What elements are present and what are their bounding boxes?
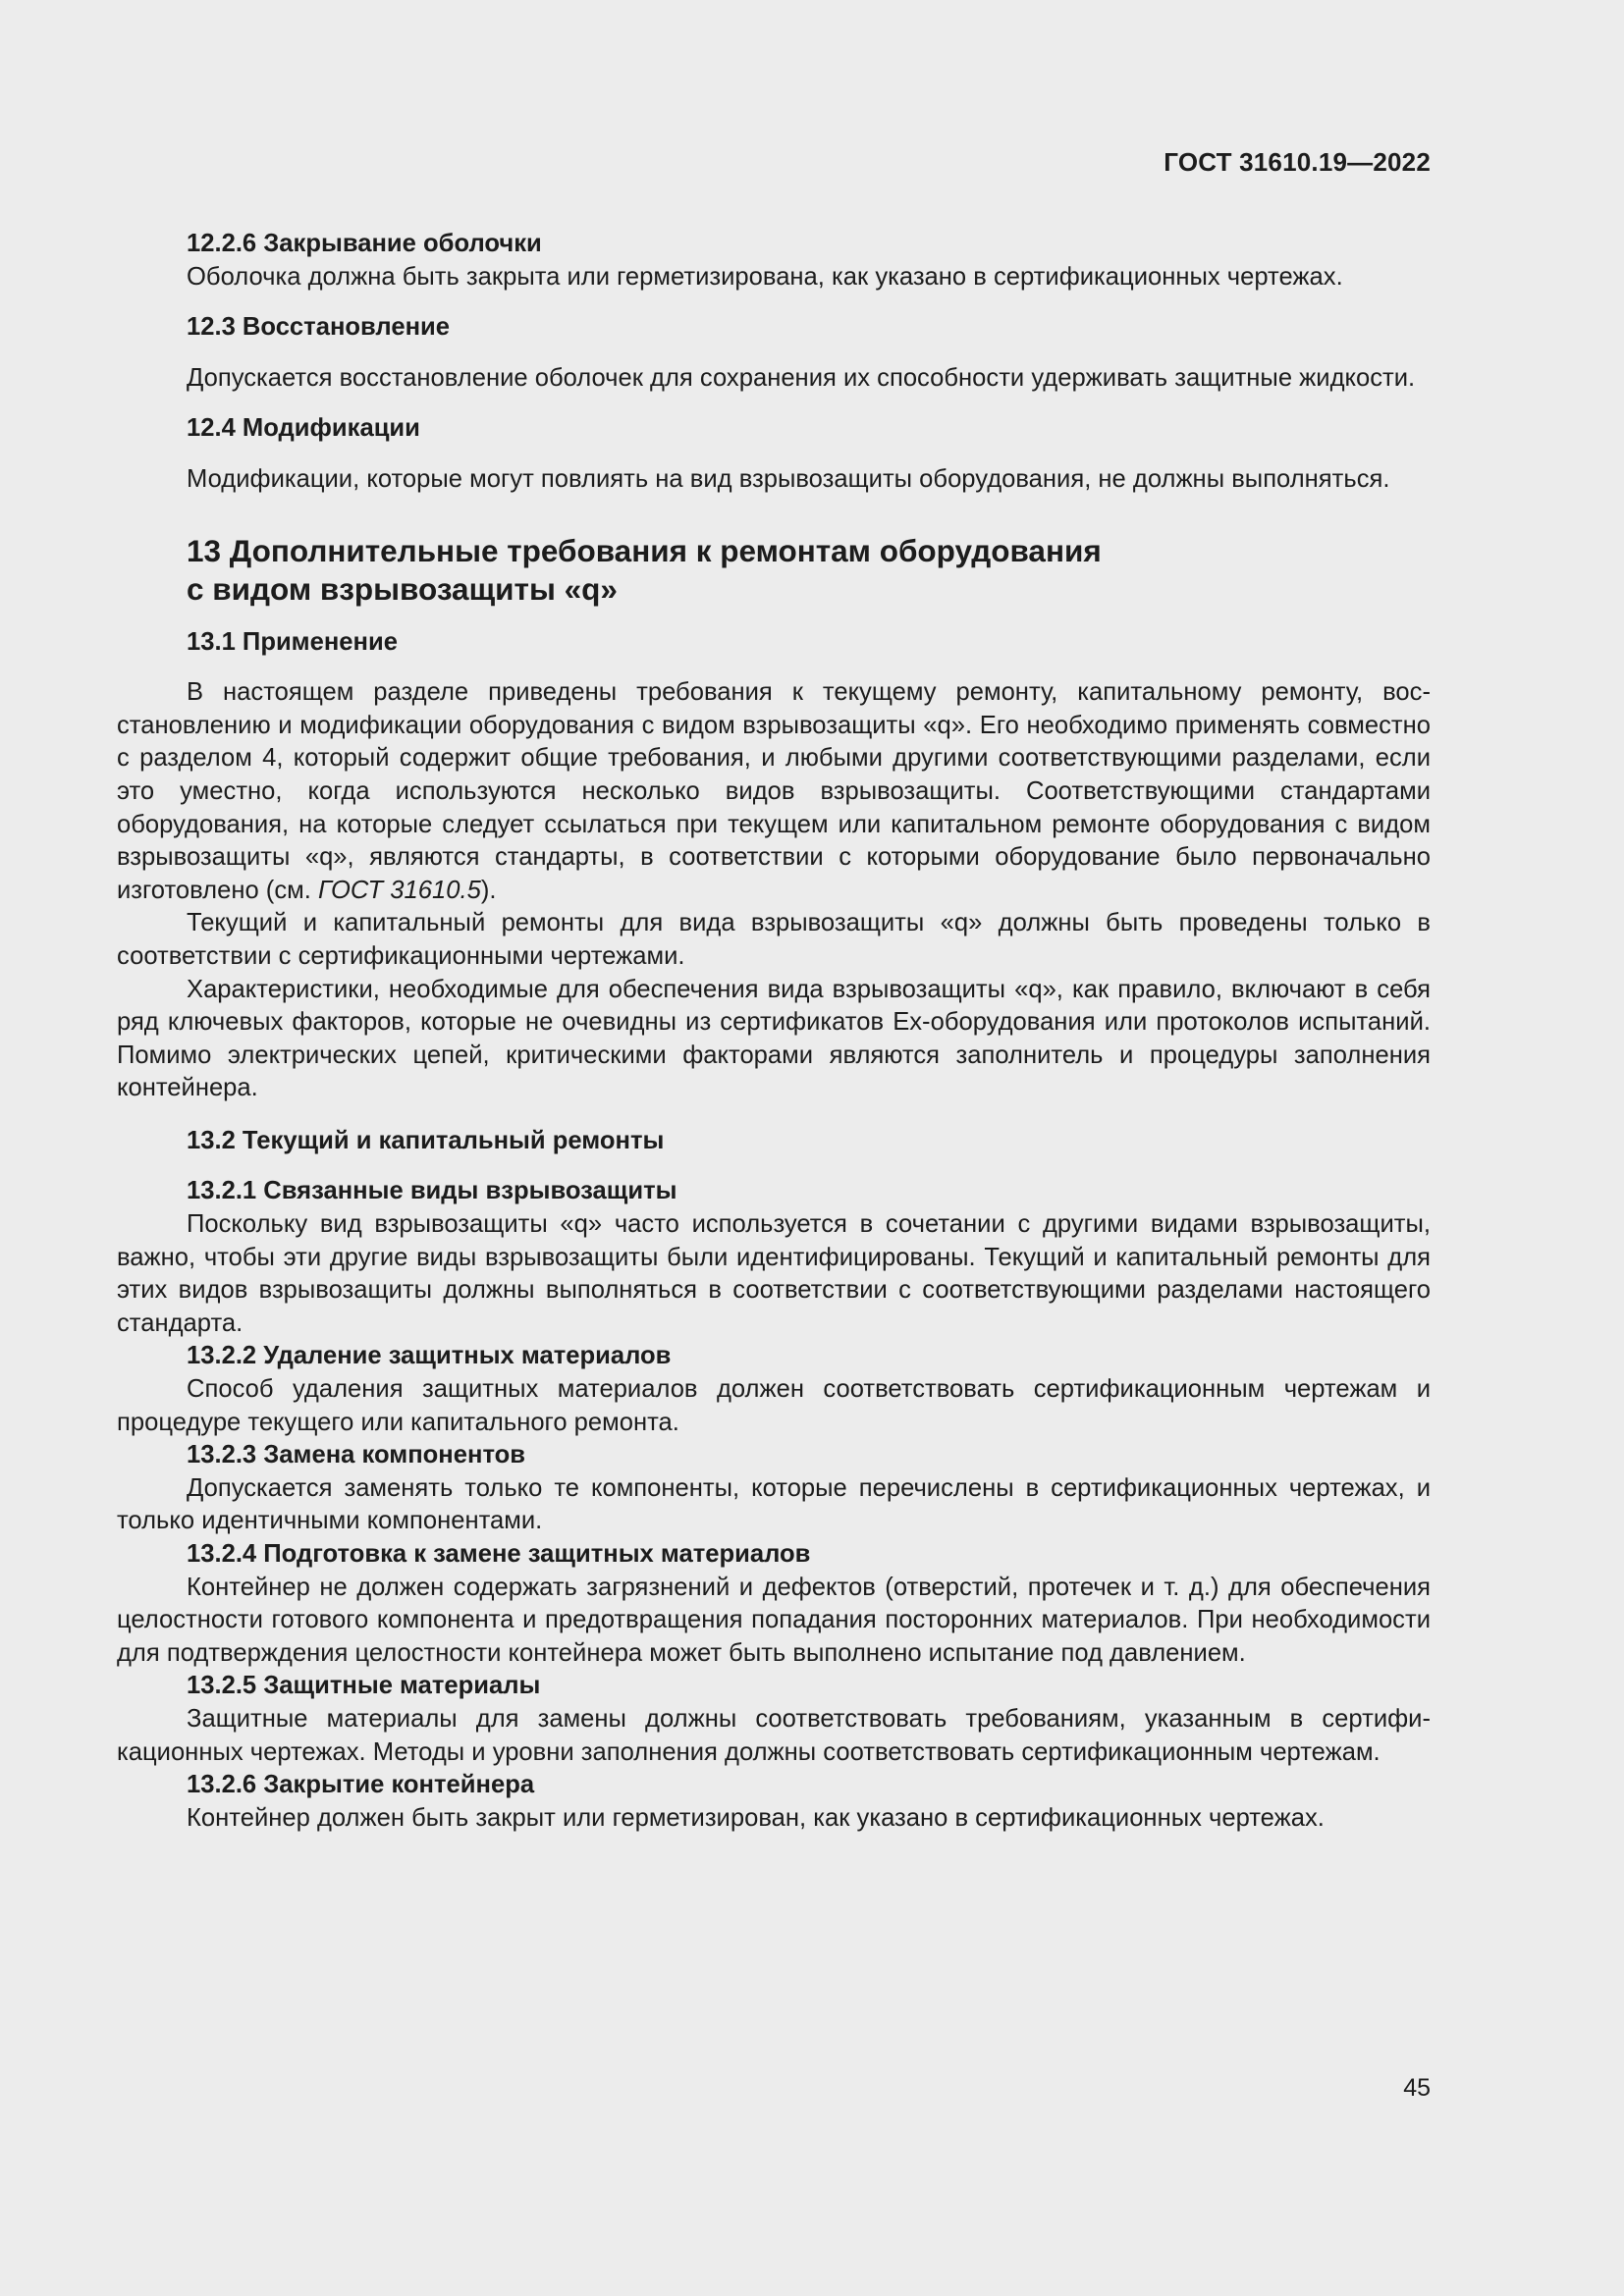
heading-13-line2: с видом взрывозащиты «q» — [187, 570, 618, 607]
paragraph-12-3: Допускается восстановление оболочек для сохранения их способности удерживать защитные жидкости. — [187, 363, 1416, 392]
document-page — [117, 0, 1431, 2296]
heading-12-4: 12.4 Модификации — [187, 414, 420, 443]
paragraph-13-2-2: Способ удаления защитных материалов должен соответствовать сертификационным чертежам и процедуре текущего или капитального ремонта. — [117, 1375, 1431, 1436]
paragraph-13-1-c: Характеристики, необходимые для обеспечения вида взрывозащиты «q», как правило, включают в себя ряд ключевых факторов, которые не очевидны из сертификатов Ex-оборудования или протоколов испытаний. Помимо электрических цепей, критическими факторами являются заполнитель и процедуры заполнения контейнера. — [117, 975, 1431, 1102]
heading-13-2-2: 13.2.2 Удаление защитных материалов — [187, 1342, 672, 1370]
page-number: 45 — [1403, 2074, 1431, 2102]
paragraph-13-1-a-main: В настоящем разделе приведены требования к текущему ремонту, капитальному ремонту, восстановлению и модификации оборудования с видом взрывозащиты «q». Его необходимо применять совместно с разделом 4, который содержит общие требования, и любыми другими соответствующими разделами, если это уместно, когда используются несколько видов взрывозащиты. Соответствующими стандартами оборудования, на которые следует ссылаться при текущем или капитальном ремонте оборудования с видом взрывозащиты «q», являются стандарты, в соответствии с которыми оборудование было первоначально изготовлено (см. — [117, 678, 1431, 904]
heading-13-2: 13.2 Текущий и капитальный ремонты — [187, 1126, 665, 1154]
heading-13-2-6: 13.2.6 Закрытие контейнера — [187, 1771, 535, 1799]
paragraph-12-2-6: Оболочка должна быть закрыта или герметизирована, как указано в сертификационных чертежах. — [187, 262, 1343, 291]
heading-13-2-5: 13.2.5 Защитные материалы — [187, 1672, 541, 1700]
standard-reference: ГОСТ 31610.5 — [317, 876, 481, 904]
heading-13-2-4: 13.2.4 Подготовка к замене защитных материалов — [187, 1540, 811, 1568]
heading-12-3: 12.3 Восстановление — [187, 313, 451, 342]
page-content — [117, 228, 1431, 1835]
paragraph-13-2-6: Контейнер должен быть закрыт или герметизирован, как указано в сертификационных чертежах. — [187, 1803, 1325, 1832]
heading-13-2-1: 13.2.1 Связанные виды взрывозащиты — [187, 1177, 677, 1205]
heading-13 — [117, 532, 1431, 609]
paragraph-13-1-a-end: ). — [480, 876, 497, 904]
paragraph-12-4: Модификации, которые могут повлиять на вид взрывозащиты оборудования, не должны выполняться. — [187, 464, 1390, 493]
paragraph-13-1-b: Текущий и капитальный ремонты для вида взрывозащиты «q» должны быть проведены только в соответствии с сертификационными чертежами. — [117, 909, 1431, 970]
heading-13-2-3: 13.2.3 Замена компонентов — [187, 1441, 526, 1469]
heading-13-line1: 13 Дополнительные требования к ремонтам оборудования — [187, 532, 1102, 568]
paragraph-13-2-4: Контейнер не должен содержать загрязнений и дефектов (отверстий, протечек и т. д.) для обеспечения целостности готового компонента и предотвращения попадания посторонних материалов. При необходимости для подтверждения целостности контейнера может быть выполнено испытание под давлением. — [117, 1573, 1431, 1667]
heading-12-2-6: 12.2.6 Закрывание оболочки — [187, 230, 542, 257]
paragraph-13-2-5: Защитные материалы для замены должны соответствовать требованиям, указанным в сертификационных чертежах. Методы и уровни заполнения должны соответствовать сертификационным чертежам. — [117, 1704, 1431, 1766]
paragraph-13-2-1: Поскольку вид взрывозащиты «q» часто используется в сочетании с другими видами взрывозащиты, важно, чтобы эти другие виды взрывозащиты были идентифицированы. Текущий и капитальный ремонты для этих видов взрывозащиты должны выполняться в соответствии с соответствующими разделами настоящего стандарта. — [117, 1210, 1431, 1337]
document-code: ГОСТ 31610.19—2022 — [1164, 147, 1431, 177]
heading-13-1: 13.1 Применение — [187, 627, 398, 656]
paragraph-13-1-a — [117, 676, 1431, 907]
paragraph-13-2-3: Допускается заменять только те компоненты, которые перечислены в сертификационных чертежах, и только идентичными компонентами. — [117, 1473, 1431, 1535]
